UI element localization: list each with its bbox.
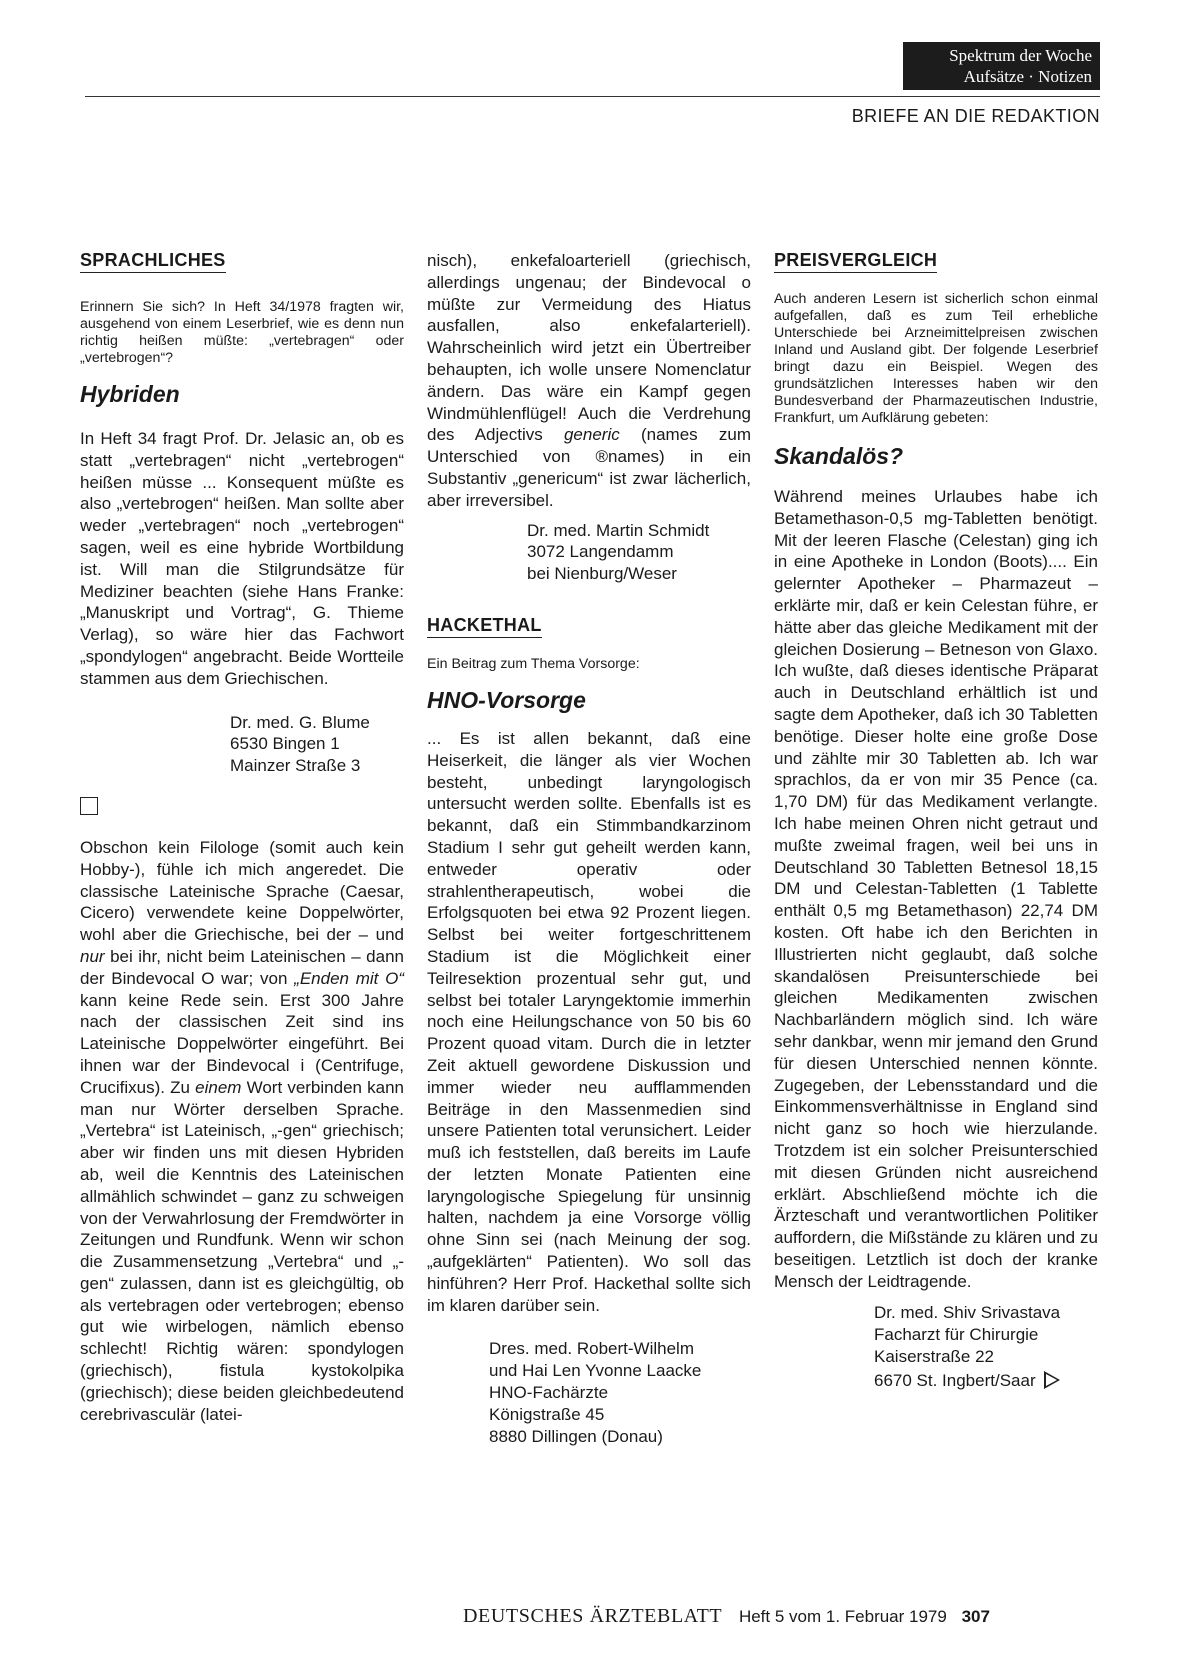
page-footer <box>463 1605 990 1628</box>
sig-line: 8880 Dillingen (Donau) <box>489 1426 663 1446</box>
triangle-right-icon <box>1044 1371 1060 1389</box>
badge-line2: Aufsätze · Notizen <box>963 67 1092 86</box>
column-1 <box>80 250 404 1425</box>
headline-hybriden: Hybriden <box>80 381 180 407</box>
letter-laacke: ... Es ist allen bekannt, daß eine Heiserkeit, die länger als vier Wochen besteht, unbedingt laryngologisch untersucht werden sollte. Ebenfalls ist es bekannt, daß ein Stimmbandkarzinom Stadium I sehr gut geheilt werden kann, entweder operativ oder strahlentherapeutisch, wobei die Erfolgsquoten bei etwa 92 Prozent liegen. Selbst bei weiter fortgeschrittenem Stadium ist die Möglichkeit einer Teilresektion prozentual sehr gut, und selbst bei totaler Laryngektomie immerhin noch eine Heilungschance von 50 bis 60 Prozent quoad vitam. Durch die in letzter Zeit aktuell gewordene Diskussion und immer wieder neu aufflammenden Beiträge in den Massenmedien sind unsere Patienten total verunsichert. Leider muß ich feststellen, daß bereits im Laufe der letzten Monate Patienten eine laryngologische Spiegelung für unsinnig halten, nachdem ja eine Vorsorge völlig ohne Sinn sei (nach Meinung der sog. „aufgeklärten“ Patienten). Wo soll das hinführen? Herr Prof. Hackethal sollte sich im klaren darüber sein. <box>427 728 751 1315</box>
sig-line: Facharzt für Chirurgie <box>874 1325 1039 1345</box>
signature-srivastava <box>874 1302 1098 1391</box>
headline-hno-vorsorge: HNO-Vorsorge <box>427 686 586 713</box>
journal-name: DEUTSCHES ÄRZTEBLATT <box>463 1605 723 1627</box>
section-badge <box>903 42 1100 90</box>
sig-line: und Hai Len Yvonne Laacke <box>489 1361 702 1381</box>
header-rule <box>85 96 1100 97</box>
square-icon <box>80 797 98 815</box>
sig-line: Dr. med. Shiv Srivastava <box>874 1303 1061 1323</box>
sig-line: 6670 St. Ingbert/Saar <box>874 1368 1098 1392</box>
kicker-sprachliches: SPRACHLICHES <box>80 250 226 273</box>
sig-line: bei Nienburg/Weser <box>527 564 677 584</box>
column-3 <box>774 250 1098 1392</box>
sig-line: Dres. med. Robert-Wilhelm <box>489 1339 694 1359</box>
headline-skandaloes: Skandalös? <box>774 443 904 469</box>
intro-preisvergleich: Auch anderen Lesern ist sicherlich schon einmal aufgefallen, daß es zum Teil erhebliche Unterschiede bei Arzneimittelpreisen zwischen Inland und Ausland gibt. Der folgende Leserbrief bringt dazu ein Beispiel. Wegen des grundsätzlichen Interesses haben wir den Bundesverband der Pharmazeutischen Industrie, Frankfurt, um Aufklärung gebeten: <box>774 291 1098 426</box>
sig-line: Dr. med. G. Blume <box>230 712 370 732</box>
issue-info: Heft 5 vom 1. Februar 1979 <box>738 1607 947 1626</box>
column-2 <box>427 250 751 1447</box>
sig-line: Kaiserstraße 22 <box>874 1347 994 1367</box>
letter-schmidt: nisch), enkefaloarteriell (griechisch, allerdings ungenau; der Bindevocal o müßte zur Vermeidung des Hiatus ausfallen, also enkefalarteriell). Wahrscheinlich wird jetzt ein Übertreiber behaupten, ich wolle unsere Nomenclatur ändern. Das wäre ein Kampf gegen Windmühlenflügel! Auch die Verdrehung des Adjectivs generic (names zum Unterschied von ®names) in ein Substantiv „genericum“ ist zwar lächerlich, aber irreversibel. <box>427 251 751 510</box>
signature-schmidt <box>527 520 751 585</box>
kicker-preisvergleich: PREISVERGLEICH <box>774 250 937 273</box>
letter-filologe: Obschon kein Filologe (somit auch kein Hobby-), fühle ich mich angeredet. Die classische Lateinische Sprache (Caesar, Cicero) verwendete keine Doppelwörter, wohl aber die Griechische, bei der – und nur bei ihr, nicht beim Lateinischen – dann der Bindevocal O war; von „Enden mit O“ kann keine Rede sein. Erst 300 Jahre nach der classischen Zeit sind ins Lateinische Doppelwörter eingeführt. Bei ihnen war der Bindevocal i (Centrifuge, Crucifixus). Zu einem Wort verbinden kann man nur Wörter derselben Sprache. „Vertebra“ ist Lateinisch, „-gen“ griechisch; aber wir finden uns mit diesen Hybriden ab, weil die Kenntnis des Lateinischen allmählich schwindet – ganz zu schweigen von der Verwahrlosung der Fremdwörter in Zeitungen und Rundfunk. Wenn wir schon die Zusammensetzung „Vertebra“ und „-gen“ zulassen, dann ist es gleichgültig, ob als vertebragen oder vertebrogen; ebenso gut wie wirbelogen, nämlich ebenso schlecht! Richtig wären: spondylogen (griechisch), fistula kystokolpika (griechisch); diese beiden gleichbedeutend cerebrivasculär (latei- <box>80 837 404 1424</box>
letter-srivastava: Während meines Urlaubes habe ich Betamethason-0,5 mg-Tabletten benötigt. Mit der leeren Flasche (Celestan) ging ich in eine Apotheke in London (Boots).... Ein gelernter Apotheker – Pharmazeut – erklärte mir, daß er kein Celestan führe, er hätte aber das gleiche Medikament mit der gleichen Dosierung – Betneson von Glaxo. Ich wußte, daß dieses identische Präparat auch in Deutschland erhältlich ist und sagte dem Apotheker, daß ich 30 Tabletten benötige. Dieser holte eine große Dose und zählte mir 30 Tabletten ab. Ich war sprachlos, da er von mir 35 Pence (ca. 1,70 DM) für das Medikament verlangte. Ich habe meinen Ohren nicht getraut und mußte zweimal fragen, weil bei uns in Deutschland 30 Tabletten Betnesol 18,15 DM und Celestan-Tabletten (1 Tablette enthält 0,5 mg Betamethason) 22,74 DM kosten. Oft habe ich den Berichten in Illustrierten nicht geglaubt, daß solche skandalösen Preisunterschiede bei gleichen Medikamenten zwischen Nachbarländern möglich sind. Ich wäre sehr dankbar, wenn mir jemand den Grund für diesen Unterschied nennen könnte. Zugegeben, der Lebensstandard und die Einkommensverhältnisse in England sind nicht ganz so hoch wie hierzulande. Trotzdem ist ein solcher Preisunterschied mit diesen Gründen nicht ausreichend erklärt. Abschließend möchte ich die Ärzteschaft und verantwortlichen Politiker auffordern, die Mißstände zu klären und zu beseitigen. Letztlich ist doch der kranke Mensch der Leidtragende. <box>774 487 1098 1291</box>
signature-laacke <box>489 1338 751 1447</box>
kicker-hackethal: HACKETHAL <box>427 615 542 638</box>
sig-line: 3072 Langendamm <box>527 542 674 562</box>
sig-line: Königstraße 45 <box>489 1404 605 1424</box>
sig-line: 6530 Bingen 1 <box>230 734 340 754</box>
section-title: BRIEFE AN DIE REDAKTION <box>851 106 1100 126</box>
badge-line1: Spektrum der Woche <box>949 46 1092 65</box>
sig-line: Mainzer Straße 3 <box>230 756 361 776</box>
sig-line: Dr. med. Martin Schmidt <box>527 520 710 540</box>
letter-blume: In Heft 34 fragt Prof. Dr. Jelasic an, ob es statt „vertebragen“ nicht „vertebrogen“ heißen müsse ... Konsequent müßte es also „vertebrogen“ heißen. Man sollte aber weder „vertebragen“ noch „vertebrogen“ sagen, weil es eine hybride Wortbildung ist. Will man die Stilgrundsätze für Mediziner beachten (siehe Hans Franke: „Manuskript und Vortrag“, G. Thieme Verlag), so wäre hier das Fachwort „spondylogen“ angebracht. Beide Wortteile stammen aus dem Griechischen. <box>80 429 404 688</box>
sig-line: HNO-Fachärzte <box>489 1383 609 1403</box>
intro-sprachliches: Erinnern Sie sich? In Heft 34/1978 fragten wir, ausgehend von einem Leserbrief, wie es denn nun richtig heißen müßte: „vertebragen“ oder „vertebrogen“? <box>80 299 404 366</box>
signature-blume <box>230 712 404 777</box>
page-number: 307 <box>961 1607 990 1626</box>
intro-hackethal: Ein Beitrag zum Thema Vorsorge: <box>427 655 640 672</box>
